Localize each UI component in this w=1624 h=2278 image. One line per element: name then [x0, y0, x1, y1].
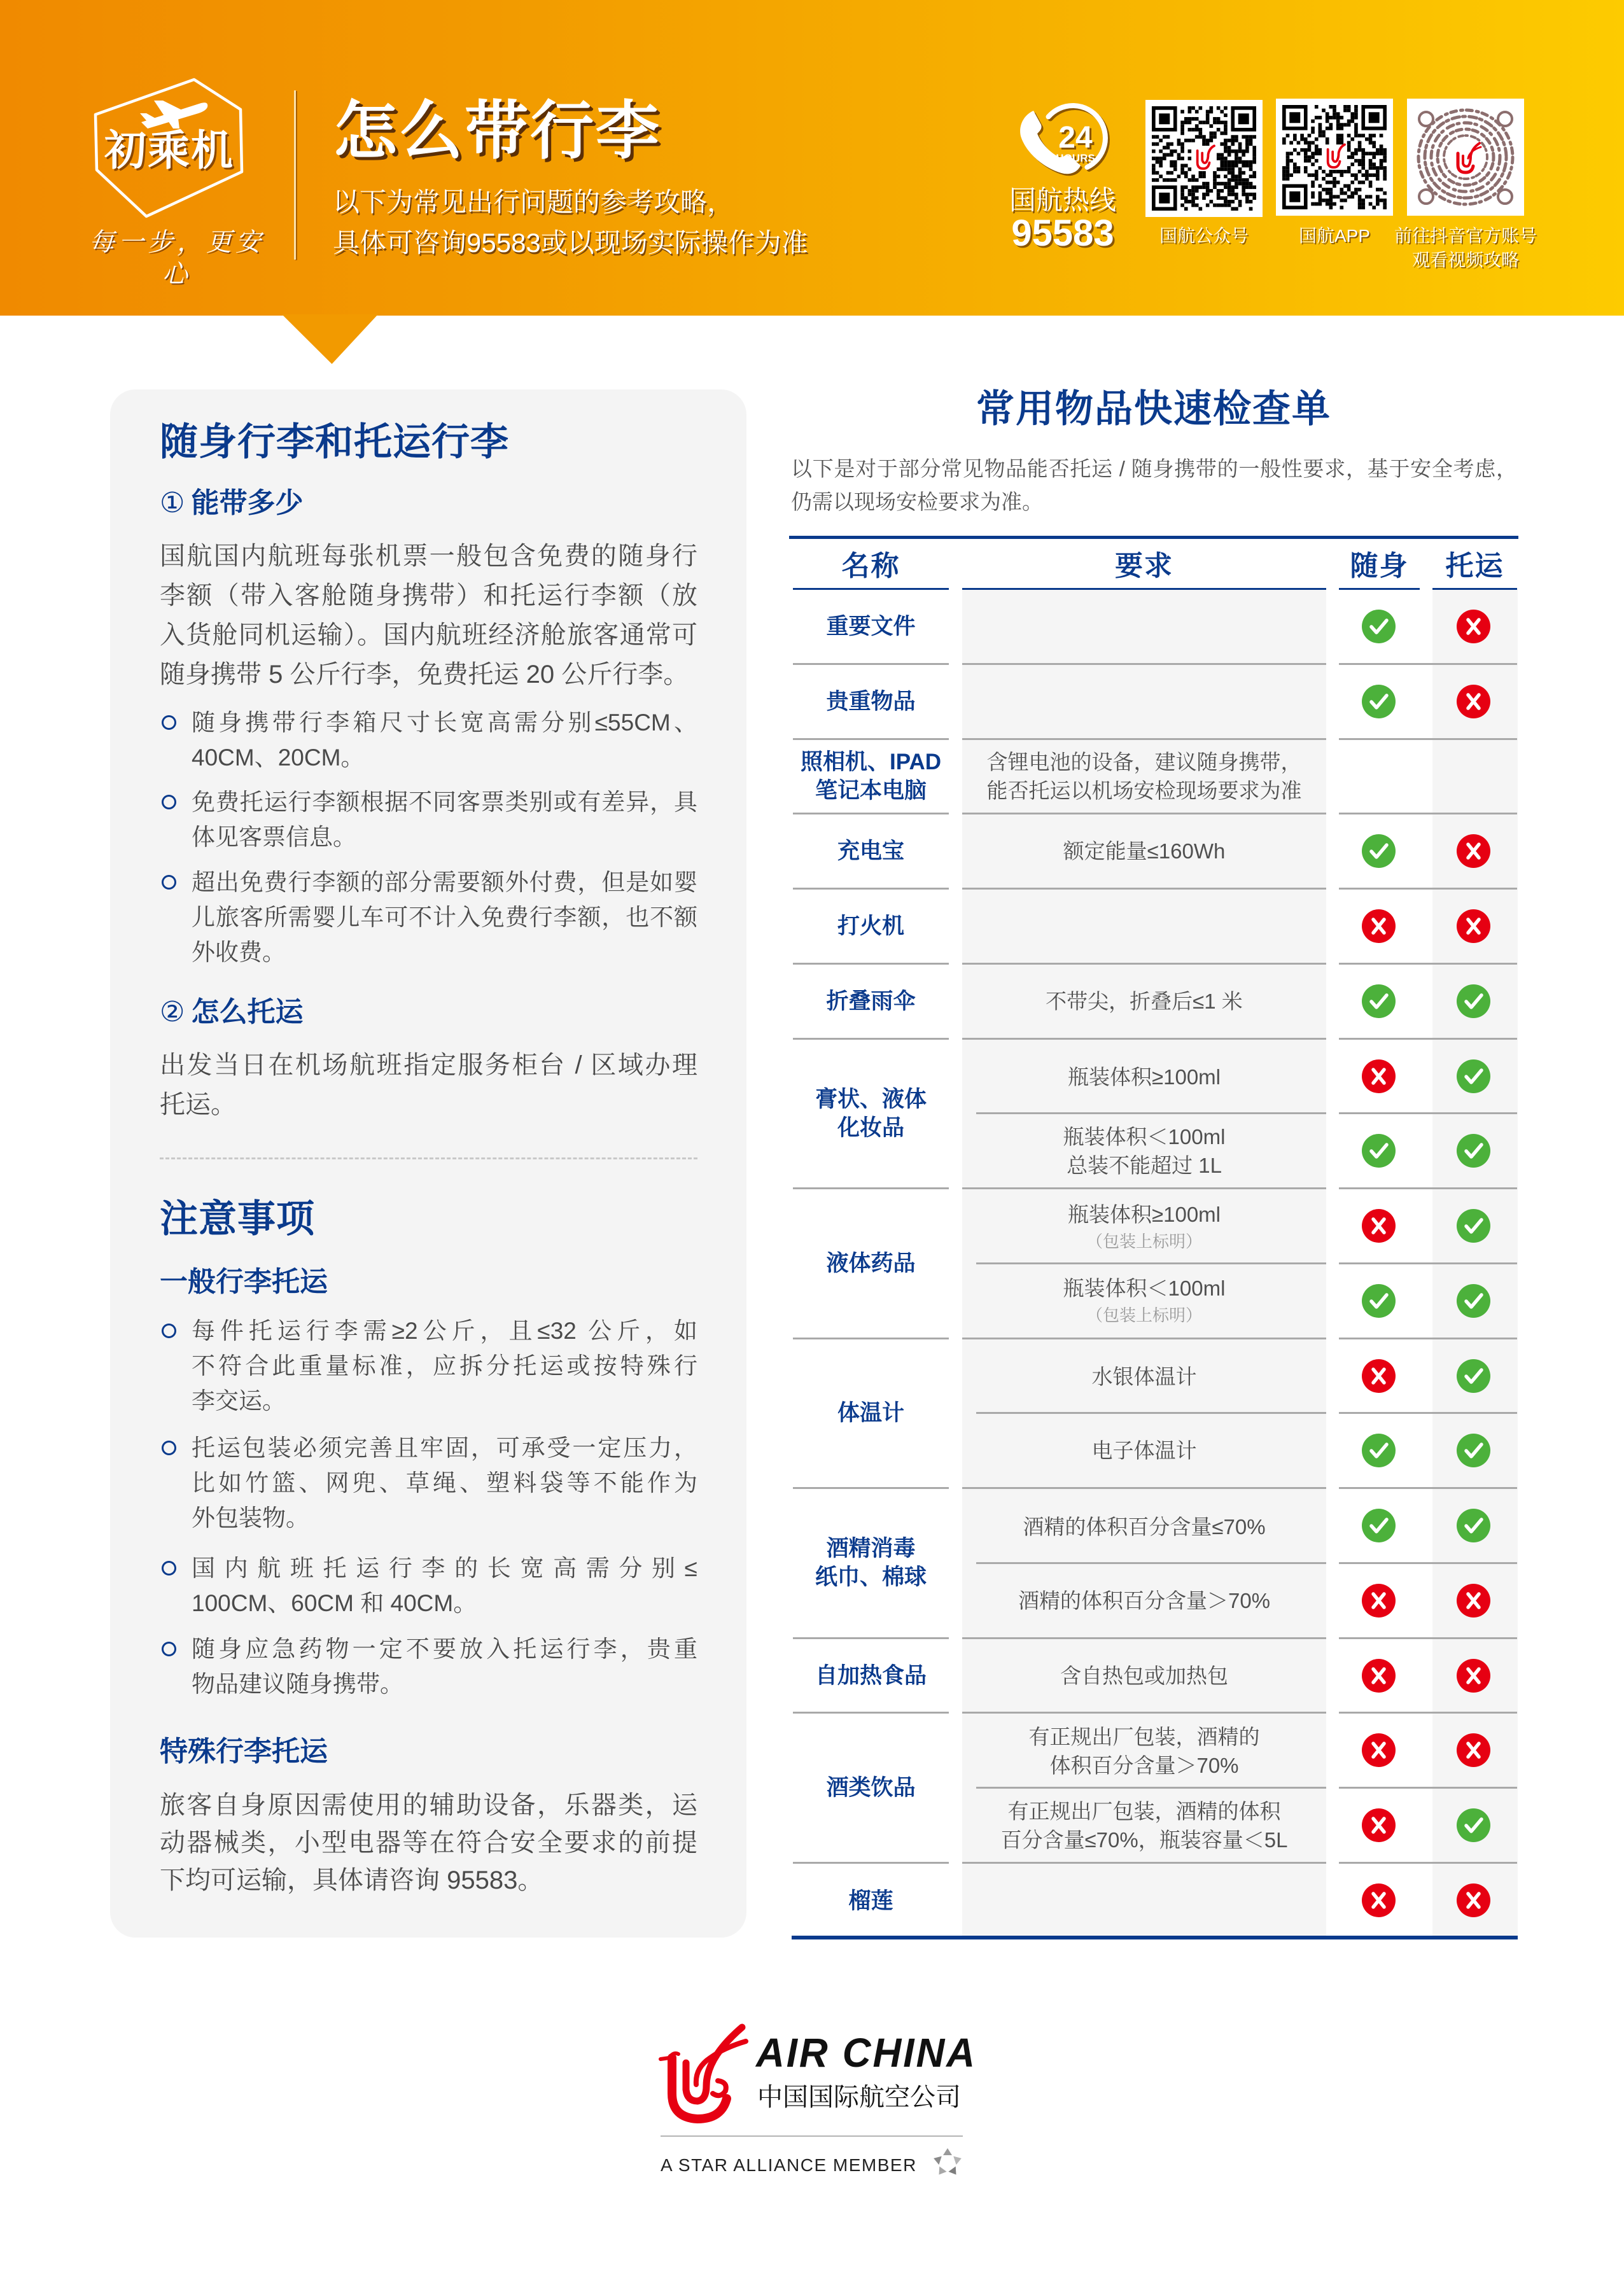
requirement-line: 有正规出厂包装，酒精的体积 — [1007, 1799, 1281, 1823]
cross-icon — [1362, 1733, 1396, 1767]
item-status — [1339, 1339, 1517, 1415]
item-status — [1339, 1639, 1517, 1714]
qr-code-app — [1276, 99, 1393, 216]
item-requirement — [962, 1489, 1326, 1564]
cross-icon — [1457, 1584, 1490, 1618]
item-status — [1339, 1264, 1517, 1339]
cross-icon — [1362, 1059, 1396, 1093]
check-icon — [1362, 685, 1396, 718]
check-icon — [1362, 1509, 1396, 1542]
check-icon — [1362, 610, 1396, 643]
check-icon — [1457, 1434, 1490, 1467]
hotline-label: 国航热线 — [1009, 185, 1116, 215]
item-name-line: 照相机、IPAD — [800, 749, 942, 774]
requirement-line: 电子体温计 — [1091, 1439, 1197, 1463]
bullet-line: 100CM、60CM 和 40CM。 — [192, 1590, 477, 1616]
bullet-line: 儿旅客所需婴儿车可不计入免费行李额，也不额 — [192, 904, 697, 930]
column-header-checked: 托运 — [1432, 538, 1517, 590]
page-title: 怎么带行李 — [333, 95, 661, 167]
item-status — [1339, 1864, 1517, 1939]
item-name-line: 化妆品 — [837, 1115, 904, 1140]
item-status — [1339, 665, 1517, 740]
special-paragraph — [160, 1787, 697, 1899]
bullet-item — [160, 1313, 697, 1418]
item-status — [1339, 1489, 1517, 1564]
air-china-phoenix-logo-icon — [658, 2022, 748, 2127]
requirement-note: （包装上标明） — [1086, 1231, 1202, 1251]
bullet-line: 超出免费行李额的部分需要额外付费，但是如婴 — [192, 869, 697, 895]
item-status — [1339, 1189, 1517, 1264]
requirement-line: 额定能量≤160Wh — [1063, 839, 1226, 863]
douyin-code-icon — [1413, 105, 1518, 209]
bullet-line: 40CM、20CM。 — [192, 744, 365, 771]
bullet-circle-icon — [162, 875, 176, 890]
paragraph-line: 旅客自身原因需使用的辅助设备，乐器类，运 — [160, 1791, 697, 1819]
requirement-line: 瓶装体积＜100ml — [1063, 1276, 1226, 1300]
item-status — [1339, 740, 1517, 815]
qr-code-douyin — [1407, 99, 1524, 216]
item-name-line: 体温计 — [837, 1401, 904, 1426]
logo-brand-name: 初乘机 — [104, 127, 234, 174]
cross-icon — [1457, 1733, 1490, 1767]
item-status — [1339, 1714, 1517, 1789]
cross-icon — [1457, 909, 1490, 943]
airline-name-en: AIR CHINA — [756, 2030, 977, 2076]
item-status — [1339, 1040, 1517, 1115]
check-icon — [1457, 1359, 1490, 1393]
intro-line: 以下是对于部分常见物品能否托运 / 随身携带的一般性要求，基于安全考虑， — [791, 457, 1517, 480]
dashed-divider — [160, 1157, 697, 1159]
check-icon — [1457, 1284, 1490, 1318]
check-icon — [1362, 1284, 1396, 1318]
bullet-circle-icon — [162, 1324, 176, 1338]
bullet-line: 外收费。 — [192, 939, 286, 965]
cross-icon — [1457, 610, 1490, 643]
cross-icon — [1362, 1883, 1396, 1917]
check-icon — [1457, 1509, 1490, 1542]
subsection-heading-general: 一般行李托运 — [160, 1266, 328, 1297]
item-name — [793, 965, 949, 1040]
allowance-paragraph — [160, 536, 697, 694]
item-name-line: 液体药品 — [826, 1250, 916, 1276]
item-requirement — [962, 1639, 1326, 1714]
item-status — [1339, 1114, 1517, 1189]
bullet-line: 托运包装必须完善且牢固，可承受一定压力， — [192, 1435, 697, 1461]
item-name — [793, 665, 949, 740]
check-icon — [1362, 984, 1396, 1018]
checklist-intro — [791, 452, 1517, 519]
cross-icon — [1457, 1659, 1490, 1693]
paragraph-line: 动器械类，小型电器等在符合安全要求的前提 — [160, 1829, 697, 1857]
item-requirement — [962, 814, 1326, 890]
item-status — [1339, 1414, 1517, 1489]
qr-label-douyin-line-1: 前往抖音官方账号 — [1394, 226, 1537, 246]
item-name — [793, 1339, 949, 1490]
section-title-notes: 注意事项 — [160, 1198, 315, 1240]
item-name — [793, 1489, 949, 1639]
item-status — [1339, 1789, 1517, 1864]
bullet-circle-icon — [162, 1441, 176, 1455]
check-icon — [1457, 1808, 1490, 1842]
item-name-line: 酒精消毒 — [826, 1536, 916, 1562]
bullet-circle-icon — [162, 715, 176, 730]
item-requirement — [962, 965, 1326, 1040]
paragraph-line: 入货舱同机运输）。国内航班经济舱旅客通常可 — [160, 621, 697, 649]
item-name-line: 榴莲 — [848, 1889, 893, 1914]
item-name-line: 充电宝 — [837, 839, 904, 864]
requirement-line: 瓶装体积≥100ml — [1068, 1202, 1221, 1226]
paragraph-line: 下均可运输，具体请咨询 95583。 — [160, 1866, 543, 1894]
subsection-heading-allowance — [160, 486, 303, 521]
requirement-line: 能否托运以机场安检现场要求为准 — [986, 778, 1302, 802]
paragraph-line: 托运。 — [160, 1091, 236, 1119]
table-body — [789, 590, 1518, 1939]
check-in-paragraph — [160, 1045, 697, 1124]
item-name — [793, 814, 949, 890]
qr-label-douyin — [1383, 224, 1548, 272]
table-header — [789, 538, 1518, 590]
item-name-line: 自加热食品 — [815, 1663, 927, 1688]
bullet-line: 国内航班托运行李的长宽高需分别≤ — [192, 1555, 697, 1581]
item-requirement — [962, 1339, 1326, 1415]
circled-number-1: ① — [160, 487, 185, 519]
star-alliance-text: A STAR ALLIANCE MEMBER — [661, 2155, 917, 2175]
item-requirement — [962, 1864, 1326, 1939]
checklist-title: 常用物品快速检查单 — [976, 388, 1331, 430]
item-requirement — [962, 1114, 1326, 1189]
item-name-line: 笔记本电脑 — [815, 778, 927, 803]
item-name-line: 纸巾、棉球 — [815, 1565, 927, 1590]
item-requirement — [962, 1189, 1326, 1264]
item-name-line: 酒类饮品 — [826, 1775, 916, 1801]
requirement-line: 瓶装体积＜100ml — [1063, 1124, 1226, 1149]
requirement-line: 瓶装体积≥100ml — [1068, 1065, 1221, 1089]
requirement-line: 酒精的体积百分含量＞70% — [1018, 1588, 1271, 1612]
bullet-line: 随身应急药物一定不要放入托运行李，贵重 — [192, 1636, 697, 1662]
item-requirement — [962, 1264, 1326, 1339]
item-name — [793, 1714, 949, 1864]
cross-icon — [1362, 1659, 1396, 1693]
item-name-line: 贵重物品 — [826, 688, 916, 714]
footer-divider — [661, 2135, 963, 2137]
item-name-line: 打火机 — [837, 913, 904, 939]
item-requirement — [962, 1414, 1326, 1489]
page-subtitle-line-2: 具体可咨询95583或以现场实际操作为准 — [333, 228, 808, 258]
cross-icon — [1457, 685, 1490, 718]
item-name — [793, 1040, 949, 1190]
item-requirement — [962, 1714, 1326, 1789]
check-icon — [1457, 1209, 1490, 1243]
bullet-line: 体见客票信息。 — [192, 824, 356, 850]
bullet-item — [160, 705, 697, 775]
item-status — [1339, 814, 1517, 890]
paragraph-line: 随身携带 5 公斤行李，免费托运 20 公斤行李。 — [160, 660, 689, 688]
circled-number-2: ② — [160, 996, 185, 1028]
item-name — [793, 1639, 949, 1714]
item-requirement — [962, 890, 1326, 965]
checklist-table — [789, 536, 1518, 1942]
logo-tagline: 每一步，更安心 — [89, 228, 265, 289]
check-icon — [1457, 984, 1490, 1018]
item-status — [1339, 965, 1517, 1040]
bullet-line: 李交运。 — [192, 1388, 286, 1414]
heading-text: 怎么托运 — [191, 996, 304, 1028]
item-name-line: 折叠雨伞 — [826, 988, 916, 1014]
requirement-line: 含锂电池的设备，建议随身携带， — [986, 750, 1302, 774]
paragraph-line: 李额（带入客舱随身携带）和托运行李额（放 — [160, 582, 697, 610]
bullet-item — [160, 1551, 697, 1621]
bullet-circle-icon — [162, 795, 176, 809]
item-status — [1339, 590, 1517, 665]
item-name — [793, 740, 949, 815]
item-requirement — [962, 1564, 1326, 1639]
requirement-line: 百分含量≤70%，瓶装容量＜5L — [1000, 1827, 1288, 1852]
phone-24h-icon — [1017, 95, 1112, 181]
requirement-line: 水银体温计 — [1091, 1365, 1197, 1389]
subsection-heading-special: 特殊行李托运 — [160, 1736, 328, 1767]
bullet-line: 每件托运行李需≥2公斤，且≤32 公斤，如 — [192, 1318, 697, 1344]
qr-code-wechat — [1145, 100, 1263, 217]
requirement-line: 总装不能超过 1L — [1067, 1153, 1222, 1177]
item-requirement — [962, 1040, 1326, 1115]
check-icon — [1362, 1134, 1396, 1168]
item-name — [793, 890, 949, 965]
bullet-line: 物品建议随身携带。 — [192, 1671, 403, 1697]
requirement-line: 含自热包或加热包 — [1060, 1663, 1228, 1688]
bullet-line: 比如竹篮、网兜、草绳、塑料袋等不能作为 — [192, 1470, 697, 1496]
item-requirement — [962, 740, 1326, 815]
page-subtitle-line-1: 以下为常见出行问题的参考攻略， — [333, 187, 734, 217]
item-name — [793, 590, 949, 665]
hotline-number: 95583 — [1011, 213, 1114, 254]
bullet-line: 外包装物。 — [192, 1505, 309, 1531]
requirement-note: （包装上标明） — [1086, 1305, 1202, 1325]
cross-icon — [1362, 1359, 1396, 1393]
airline-name-cn: 中国国际航空公司 — [757, 2083, 961, 2112]
check-icon — [1362, 1434, 1396, 1467]
paragraph-line: 国航国内航班每张机票一般包含免费的随身行 — [160, 542, 697, 570]
paragraph-line: 出发当日在机场航班指定服务柜台 / 区域办理 — [160, 1051, 697, 1079]
column-header-name: 名称 — [793, 538, 949, 590]
bullet-item — [160, 1430, 697, 1535]
item-name — [793, 1864, 949, 1939]
airplane-icon — [140, 101, 207, 129]
baggage-info-panel — [110, 389, 746, 1938]
heading-text: 能带多少 — [191, 487, 304, 519]
bullet-item — [160, 865, 697, 970]
check-icon — [1362, 834, 1396, 868]
bullet-item — [160, 785, 697, 855]
requirement-line: 不带尖，折叠后≤1 米 — [1046, 989, 1243, 1013]
table-bottom-rule — [792, 1936, 1518, 1939]
item-requirement — [962, 1789, 1326, 1864]
qr-label-wechat: 国航公众号 — [1159, 226, 1249, 246]
requirement-line: 酒精的体积百分含量≤70% — [1023, 1514, 1266, 1539]
bullet-line: 免费托运行李额根据不同客票类别或有差异，具 — [192, 789, 697, 815]
item-name-line: 膏状、液体 — [815, 1086, 927, 1112]
cross-icon — [1362, 1209, 1396, 1243]
qr-label-douyin-line-2: 观看视频攻略 — [1411, 250, 1519, 270]
check-icon — [1457, 1059, 1490, 1093]
column-header-requirement: 要求 — [962, 538, 1326, 590]
bullet-line: 随身携带行李箱尺寸长宽高需分别≤55CM、 — [192, 709, 697, 736]
qr-pattern — [1282, 105, 1387, 209]
qr-label-app: 国航APP — [1298, 226, 1371, 246]
hotline-badge-number: 24 — [1058, 121, 1093, 155]
item-requirement — [962, 665, 1326, 740]
cross-icon — [1457, 834, 1490, 868]
bullet-circle-icon — [162, 1561, 176, 1576]
bullet-item — [160, 1632, 697, 1702]
bullet-line: 不符合此重量标准，应拆分托运或按特殊行 — [192, 1353, 697, 1379]
check-icon — [1457, 1134, 1490, 1168]
section-title-baggage: 随身行李和托运行李 — [160, 421, 509, 463]
header-pointer — [282, 314, 378, 364]
cross-icon — [1457, 1883, 1490, 1917]
requirement-line: 有正规出厂包装，酒精的 — [1028, 1725, 1260, 1749]
item-name — [793, 1189, 949, 1339]
item-name-line: 重要文件 — [826, 613, 916, 639]
bullet-circle-icon — [162, 1642, 176, 1656]
column-header-carry-on: 随身 — [1339, 538, 1420, 590]
star-alliance-icon — [932, 2147, 963, 2179]
item-status — [1339, 890, 1517, 965]
cross-icon — [1362, 1584, 1396, 1618]
intro-line: 仍需以现场安检要求为准。 — [791, 490, 1043, 514]
item-status — [1339, 1564, 1517, 1639]
cross-icon — [1362, 1808, 1396, 1842]
header-divider — [294, 90, 296, 260]
item-requirement — [962, 590, 1326, 665]
cross-icon — [1362, 909, 1396, 943]
qr-pattern — [1152, 106, 1256, 211]
hotline-badge-unit: HOURS — [1056, 152, 1095, 164]
subsection-heading-check-in — [160, 995, 303, 1030]
requirement-line: 体积百分含量＞70% — [1049, 1754, 1239, 1778]
